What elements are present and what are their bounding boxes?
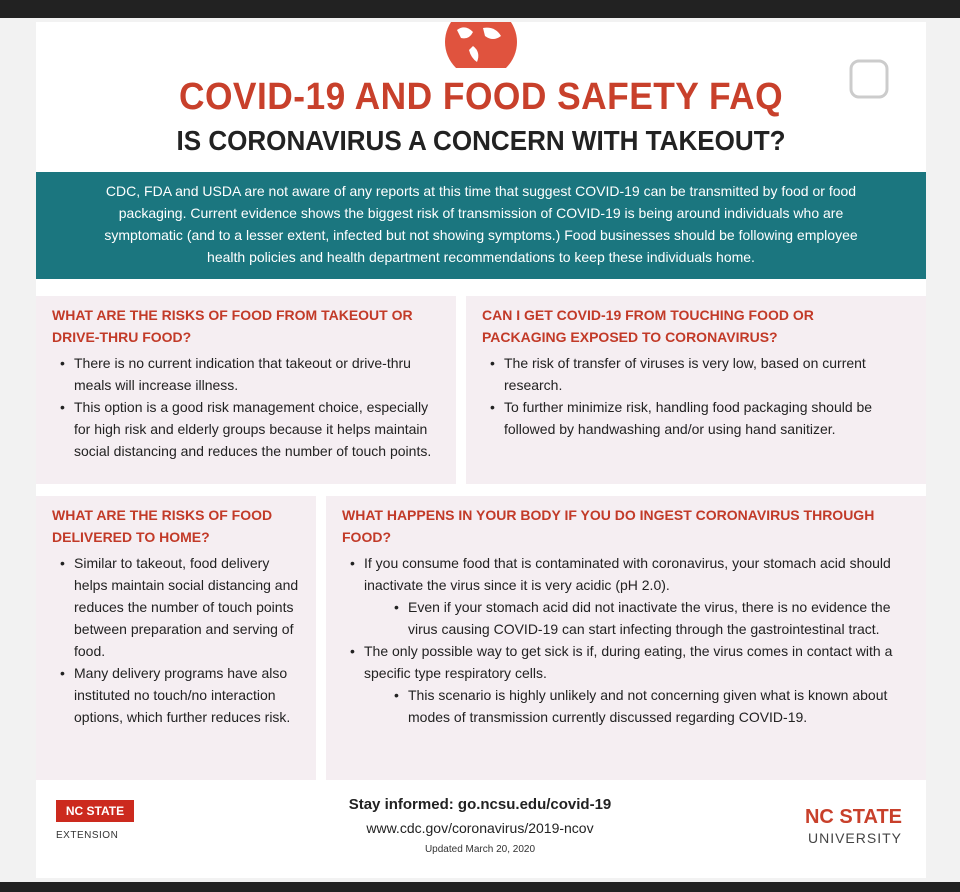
heading-line: FOOD? — [342, 529, 391, 545]
list-item: • The risk of transfer of viruses is very low, based on current research. — [482, 352, 908, 396]
university-label: UNIVERSITY — [807, 830, 902, 846]
faq-section-packaging — [466, 296, 926, 484]
section-heading — [342, 504, 908, 548]
heading-line: WHAT HAPPENS IN YOUR BODY IF YOU DO INGEST CORONAVIRUS THROUGH — [342, 507, 875, 523]
faq-section-takeout — [36, 296, 456, 484]
heading-line: CAN I GET COVID-19 FROM TOUCHING FOOD OR — [482, 307, 814, 323]
extension-label: EXTENSION — [56, 830, 119, 841]
bullet-list — [52, 552, 306, 728]
page-subtitle: IS CORONAVIRUS A CONCERN WITH TAKEOUT? — [176, 125, 786, 156]
page-title: COVID-19 AND FOOD SAFETY FAQ — [178, 76, 784, 118]
bullet-list — [52, 352, 438, 462]
intro-line: symptomatic (and to a lesser extent, infected but not showing symptoms.) Food businesses should be following employee — [104, 227, 858, 243]
section-heading — [52, 504, 306, 548]
section-heading — [482, 304, 908, 348]
bullet-list — [482, 352, 908, 440]
bullet-list — [342, 552, 908, 728]
list-item: • This scenario is highly unlikely and not concerning given what is known about modes of transmission currently discussed regarding COVID-19. — [386, 684, 908, 728]
heading-line: DELIVERED TO HOME? — [52, 529, 210, 545]
top-bar — [0, 0, 960, 18]
list-item: • There is no current indication that takeout or drive-thru meals will increase illness. — [52, 352, 438, 396]
heading-line: DRIVE-THRU FOOD? — [52, 329, 192, 345]
heading-line: PACKAGING EXPOSED TO CORONAVIRUS? — [482, 329, 778, 345]
list-item: • The only possible way to get sick is if, during eating, the virus comes in contact with a specific type respiratory cells. — [342, 640, 908, 684]
list-item: • This option is a good risk management choice, especially for high risk and elderly groups because it helps maintain social distancing and reduces the number of touch points. — [52, 396, 438, 462]
bottom-bar — [0, 882, 960, 892]
intro-banner — [36, 172, 926, 279]
list-item: • Many delivery programs have also instituted no touch/no interaction options, which further reduces risk. — [52, 662, 306, 728]
updated-date: Updated March 20, 2020 — [424, 844, 536, 855]
faq-section-delivery — [36, 496, 316, 780]
list-item: • Even if your stomach acid did not inactivate the virus, there is no evidence the virus causing COVID-19 can start infecting through the gastrointestinal tract. — [386, 596, 908, 640]
university-name: NC STATE — [804, 806, 902, 828]
faq-section-ingest — [326, 496, 926, 780]
nc-state-logo: NC STATE — [56, 800, 134, 822]
cdc-link[interactable]: www.cdc.gov/coronavirus/2019-ncov — [366, 820, 594, 836]
list-item: • Similar to takeout, food delivery helps maintain social distancing and reduces the number of touch points between preparation and serving of food. — [52, 552, 306, 662]
heading-line: WHAT ARE THE RISKS OF FOOD FROM TAKEOUT OR — [52, 307, 413, 323]
section-heading — [52, 304, 438, 348]
intro-line: health policies and health department recommendations to keep these individuals home. — [207, 249, 755, 265]
heading-line: WHAT ARE THE RISKS OF FOOD — [52, 507, 273, 523]
intro-line: CDC, FDA and USDA are not aware of any reports at this time that suggest COVID-19 can be transmitted by food or food — [105, 183, 857, 199]
list-item: • To further minimize risk, handling food packaging should be followed by handwashing and/or using hand sanitizer. — [482, 396, 908, 440]
intro-line: packaging. Current evidence shows the biggest risk of transmission of COVID-19 is being around individuals who are — [118, 205, 844, 221]
globe-icon — [443, 22, 519, 68]
stay-informed-link[interactable]: Stay informed: go.ncsu.edu/covid-19 — [348, 796, 612, 813]
list-item: • If you consume food that is contaminated with coronavirus, your stomach acid should inactivate the virus since it is very acidic (pH 2.0). — [342, 552, 908, 596]
